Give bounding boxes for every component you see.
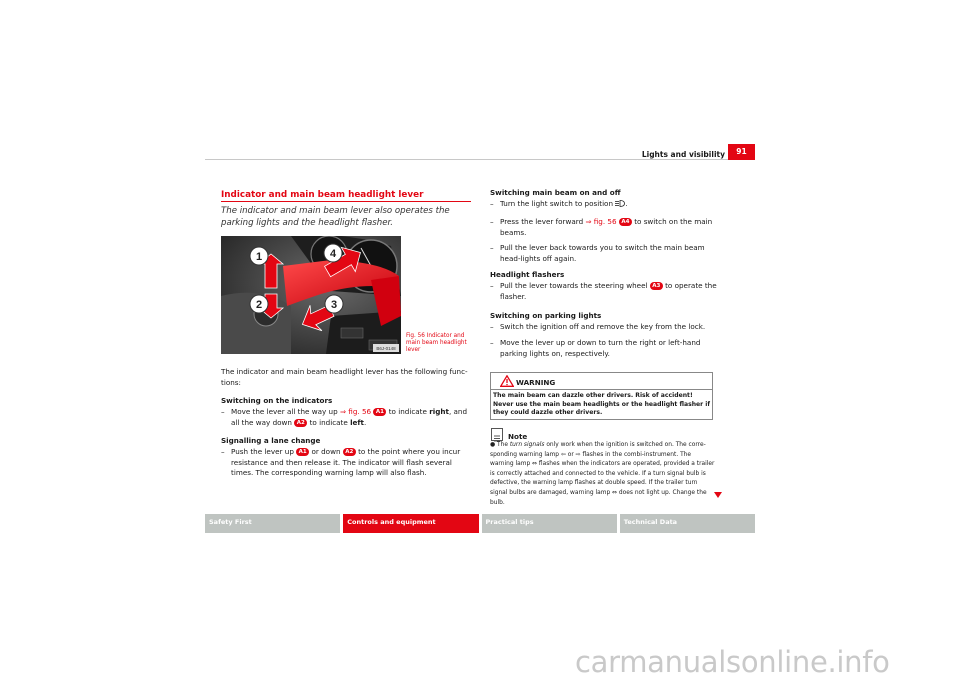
badge-a4: A4 [619,218,632,226]
badge-a1: A1 [373,408,386,416]
figure-caption: Fig. 56 Indicator and main beam headlight lever [406,333,467,353]
figure-ref-link[interactable]: ⇒ fig. 56 [339,407,372,416]
header-rule [205,159,755,160]
note-text: ● The turn signals only work when the ignition is switched on. The corre-sponding warning lamp ⇦ or ⇨ flashes in the combi-instrument. The warning lamp ⇔ flashes when the indicators are operated, provided a trailer is correctly attached and connected to the vehicle. If a turn signal bulb is defective, the warning lamp flashes at double speed. If the trailer turn signal bulbs are damaged, warning lamp ⇔ does not light up. Change the bulb. [490,442,715,506]
list-item-parking-1: – Switch the ignition off and remove the key from the lock. [490,322,706,331]
warning-header [491,373,712,390]
badge-a2: A2 [294,419,307,427]
list-item-lane-change: – Push the lever up A1 or down A2 to the point where you incur resistance and then release it. The indicator will flash several times. The corresponding warning lamp will also flash. [221,447,461,478]
list-item-flashers: – Pull the lever towards the steering wheel A3 to operate the flasher. [490,281,717,301]
tab-safety-first[interactable]: Safety First [205,514,340,533]
warning-title: WARNING [516,378,556,387]
warning-text: The main beam can dazzle other drivers. Risk of accident! Never use the main beam headlights or the headlight flasher if they could dazzle other drivers. [493,392,711,417]
turn-right-icon: ⇨ [575,451,581,458]
heading-indicators: Switching on the indicators [221,396,333,405]
badge-a2: A2 [343,448,356,456]
svg-text:1: 1 [255,251,263,263]
turn-left-icon: ⇦ [560,451,566,458]
watermark: carmanualsonline.info [575,645,890,678]
paragraph-functions: The indicator and main beam headlight lever has the following func-tions: [221,367,468,387]
trailer-indicator-icon: ⇔ [532,461,537,468]
tab-controls-and-equipment[interactable]: Controls and equipment [343,514,478,533]
footer-tabs [205,514,755,533]
tab-technical-data[interactable]: Technical Data [620,514,755,533]
header-title: Lights and visibility [641,150,725,159]
list-item-main-beam-1: – Turn the light switch to position . [490,199,628,208]
page-number: 91 [728,144,755,160]
figure-code: B6J-0148 [376,346,396,351]
svg-text:2: 2 [255,299,263,311]
list-item-main-beam-2: – Press the lever forward ⇒ fig. 56 A4 to switch on the main beams. [490,217,713,237]
heading-lane-change: Signalling a lane change [221,436,321,445]
heading-main-beam: Switching main beam on and off [490,188,621,197]
section-intro: The indicator and main beam lever also operates the parking lights and the headlight flasher. [221,206,450,228]
svg-text:4: 4 [329,248,337,260]
tab-practical-tips[interactable]: Practical tips [482,514,617,533]
bullet-icon: ● [490,442,496,448]
svg-text:3: 3 [330,299,338,311]
section-rule [221,201,471,202]
list-item-indicators: – Move the lever all the way up ⇒ fig. 56 A1 to indicate right, and all the way down A2 to indicate left. [221,407,468,427]
note-title: Note [508,432,528,441]
note-icon [491,428,503,441]
continue-arrow-icon [714,492,722,498]
badge-a3: A3 [650,282,663,290]
heading-parking-lights: Switching on parking lights [490,311,602,320]
lever-illustration [221,236,401,354]
warning-box [490,372,713,420]
heading-flashers: Headlight flashers [490,270,565,279]
list-item-main-beam-3: – Pull the lever back towards you to switch the main beam head-lights off again. [490,243,705,263]
section-title: Indicator and main beam headlight lever [221,190,424,200]
list-item-parking-2: – Move the lever up or down to turn the right or left-hand parking lights on, respectively. [490,338,701,358]
main-beam-icon [615,200,625,207]
warning-triangle-icon [500,375,514,387]
trailer-indicator-icon: ⇔ [612,489,618,496]
badge-a1: A1 [296,448,309,456]
figure-ref-link[interactable]: ⇒ fig. 56 [585,217,617,226]
figure-indicator-lever [221,236,401,354]
